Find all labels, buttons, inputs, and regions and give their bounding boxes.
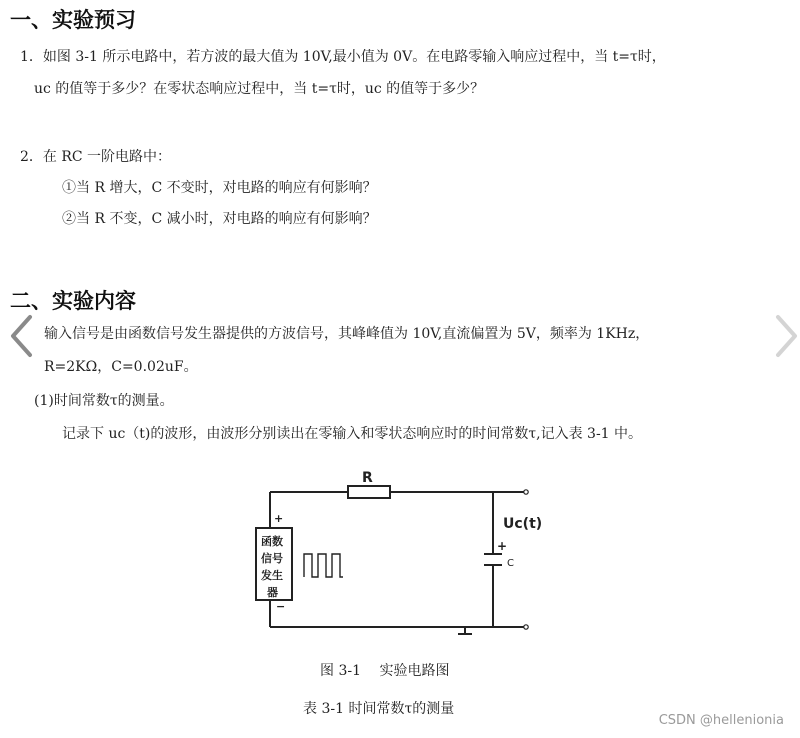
circuit-diagram: [240, 458, 550, 648]
question-1-line-1: 1．如图 3-1 所示电路中，若方波的最大值为 10V,最小值为 0V。在电路零输入响应过程中，当 t=τ时，: [20, 49, 666, 65]
question-2-line-1: 2．在 RC 一阶电路中：: [20, 149, 172, 165]
output-label: Uc(t): [503, 516, 543, 532]
square-wave-symbol: [304, 554, 343, 577]
capacitor-label: C: [507, 558, 514, 569]
section-heading-preview: 一、实验预习: [10, 8, 136, 32]
table-caption: 表 3-1 时间常数τ的测量: [303, 701, 455, 717]
content-paragraph-line-1: 输入信号是由函数信号发生器提供的方波信号，其峰峰值为 10V,直流偏置为 5V，频率为 1KHz，: [44, 326, 650, 342]
chevron-left-icon[interactable]: [8, 313, 34, 359]
output-terminal-bottom: [524, 625, 528, 629]
resistor-symbol: [348, 486, 390, 498]
resistor-label: R: [362, 470, 373, 486]
chevron-right-icon[interactable]: [774, 313, 800, 359]
content-paragraph-line-2: R=2KΩ，C=0.02uF。: [44, 359, 198, 375]
capacitor-plus-label: +: [497, 539, 508, 553]
subsection-title: (1)时间常数τ的测量。: [34, 393, 174, 409]
generator-text-3: 发生: [261, 569, 283, 582]
question-2-item-1: ①当 R 增大，C 不变时，对电路的响应有何影响？: [62, 180, 377, 196]
question-1-line-2: uc 的值等于多少？在零状态响应过程中，当 t=τ时，uc 的值等于多少？: [34, 81, 485, 97]
generator-text-2: 信号: [261, 552, 283, 565]
watermark: CSDN @hellenionia: [658, 713, 784, 728]
generator-text-1: 函数: [261, 535, 283, 548]
generator-plus-label: +: [274, 512, 284, 525]
figure-caption: 图 3-1 实验电路图: [320, 663, 450, 679]
subsection-text: 记录下 uc（t)的波形，由波形分别读出在零输入和零状态响应时的时间常数τ,记入表 3-1 中。: [62, 426, 643, 442]
generator-minus-label: −: [276, 600, 286, 613]
question-2-item-2: ②当 R 不变，C 减小时，对电路的响应有何影响？: [62, 211, 377, 227]
section-heading-content: 二、实验内容: [10, 289, 136, 313]
output-terminal-top: [524, 490, 528, 494]
generator-text-4: 器: [267, 586, 278, 599]
